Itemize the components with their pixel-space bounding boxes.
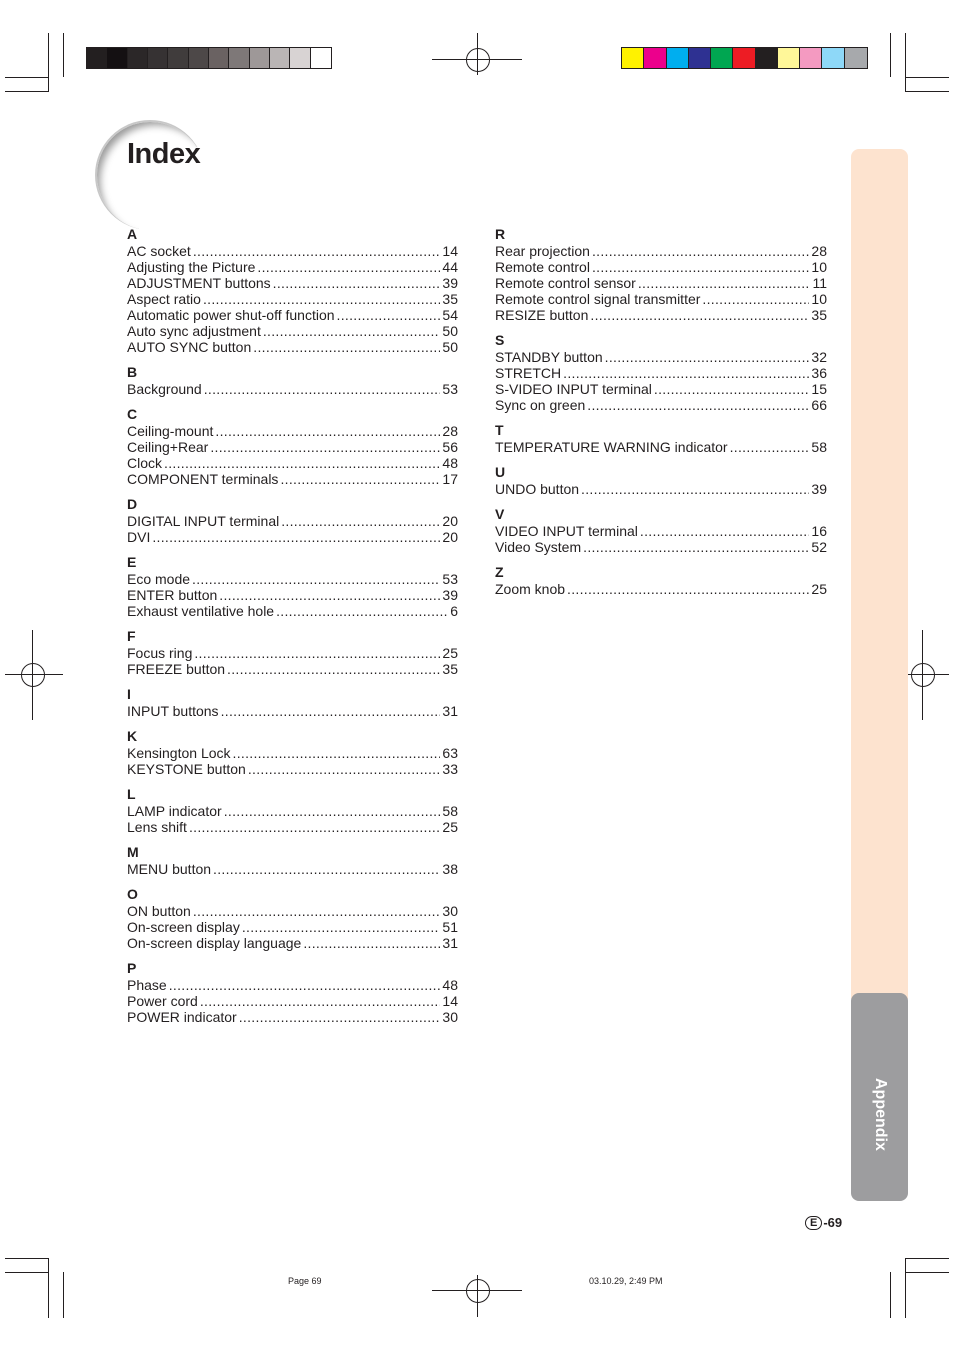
index-entry — [495, 523, 827, 539]
dot-leader — [640, 523, 810, 539]
dot-leader — [280, 471, 440, 487]
dot-leader — [257, 259, 440, 275]
color-swatch — [756, 48, 778, 68]
dot-leader — [219, 587, 440, 603]
color-calibration-strip — [621, 47, 868, 69]
entry-term: Eco mode — [127, 571, 191, 587]
index-entry — [127, 323, 458, 339]
index-entry — [127, 571, 458, 587]
entry-page: 15 — [811, 381, 827, 397]
entry-term: Zoom knob — [495, 581, 566, 597]
entry-term: VIDEO INPUT terminal — [495, 523, 638, 539]
index-entry — [495, 581, 827, 597]
entry-term: ON button — [127, 903, 191, 919]
index-entry — [127, 259, 458, 275]
dot-leader — [239, 1009, 441, 1025]
entry-page: 31 — [442, 703, 458, 719]
index-entry — [495, 275, 827, 291]
section-gap — [127, 545, 458, 554]
dot-leader — [281, 513, 440, 529]
entry-page: 33 — [442, 761, 458, 777]
footer-timestamp: 03.10.29, 2:49 PM — [589, 1276, 663, 1286]
index-entry — [495, 397, 827, 413]
dot-leader — [227, 661, 440, 677]
section-letter: A — [127, 226, 138, 242]
index-entry — [127, 645, 458, 661]
entry-page: 6 — [450, 603, 458, 619]
section-letter: C — [127, 406, 138, 422]
entry-page: 35 — [442, 291, 458, 307]
entry-page: 51 — [442, 919, 458, 935]
index-entry — [127, 439, 458, 455]
index-entry — [127, 1009, 458, 1025]
entry-page: 52 — [811, 539, 827, 555]
index-entry — [495, 365, 827, 381]
entry-term: Ceiling+Rear — [127, 439, 209, 455]
index-entry — [127, 423, 458, 439]
section-gap — [127, 619, 458, 628]
dot-leader — [224, 803, 441, 819]
index-entry — [127, 243, 458, 259]
entry-page: 11 — [812, 275, 827, 291]
section-letter: P — [127, 960, 137, 976]
section-gap — [495, 497, 827, 506]
index-column-right — [495, 226, 827, 597]
color-swatch — [711, 48, 733, 68]
dot-leader — [592, 259, 809, 275]
color-swatch — [622, 48, 644, 68]
index-entry — [127, 291, 458, 307]
entry-term: On-screen display — [127, 919, 240, 935]
entry-page: 25 — [442, 819, 458, 835]
entry-term: MENU button — [127, 861, 212, 877]
index-entry — [495, 307, 827, 323]
dot-leader — [210, 439, 440, 455]
entry-page: 50 — [442, 323, 458, 339]
page-title: Index — [127, 138, 201, 170]
entry-term: ENTER button — [127, 587, 218, 603]
index-entry — [127, 455, 458, 471]
section-gap — [127, 397, 458, 406]
section-letter: V — [495, 506, 505, 522]
entry-term: LAMP indicator — [127, 803, 222, 819]
section-letter: M — [127, 844, 139, 860]
dot-leader — [730, 439, 810, 455]
entry-term: Automatic power shut-off function — [127, 307, 335, 323]
entry-page: 35 — [442, 661, 458, 677]
appendix-tab-label: Appendix — [872, 1078, 889, 1151]
index-entry — [495, 243, 827, 259]
section-gap — [495, 455, 827, 464]
entry-term: Remote control sensor — [495, 275, 636, 291]
index-entry — [127, 603, 458, 619]
entry-term: Focus ring — [127, 645, 193, 661]
section-letter: U — [495, 464, 506, 480]
entry-term: Rear projection — [495, 243, 590, 259]
dot-leader — [204, 381, 441, 397]
index-entry — [127, 993, 458, 1009]
color-swatch — [128, 48, 148, 68]
color-swatch — [229, 48, 249, 68]
entry-term: STANDBY button — [495, 349, 603, 365]
index-entry — [127, 381, 458, 397]
dot-leader — [303, 935, 440, 951]
dot-leader — [169, 977, 441, 993]
entry-term: Aspect ratio — [127, 291, 201, 307]
entry-page: 58 — [811, 439, 827, 455]
dot-leader — [590, 307, 809, 323]
index-entry — [127, 977, 458, 993]
entry-page: 58 — [442, 803, 458, 819]
color-swatch — [209, 48, 229, 68]
index-entry — [127, 935, 458, 951]
index-entry — [127, 903, 458, 919]
color-swatch — [644, 48, 666, 68]
entry-page: 14 — [442, 993, 458, 1009]
section-gap — [495, 323, 827, 332]
dot-leader — [276, 603, 448, 619]
entry-page: 28 — [442, 423, 458, 439]
entry-page: 39 — [442, 275, 458, 291]
entry-page: 25 — [811, 581, 827, 597]
dot-leader — [567, 581, 809, 597]
dot-leader — [233, 745, 441, 761]
dot-leader — [164, 455, 440, 471]
entry-term: Phase — [127, 977, 167, 993]
entry-page: 31 — [442, 935, 458, 951]
entry-page: 32 — [811, 349, 827, 365]
dot-leader — [583, 539, 809, 555]
dot-leader — [221, 703, 441, 719]
entry-term: Lens shift — [127, 819, 187, 835]
section-letter: I — [127, 686, 131, 702]
color-swatch — [845, 48, 867, 68]
entry-term: On-screen display language — [127, 935, 302, 951]
entry-term: Power cord — [127, 993, 198, 1009]
dot-leader — [203, 291, 440, 307]
entry-term: Sync on green — [495, 397, 586, 413]
entry-term: STRETCH — [495, 365, 562, 381]
dot-leader — [638, 275, 811, 291]
index-entry — [127, 275, 458, 291]
entry-term: Remote control — [495, 259, 590, 275]
index-entry — [495, 381, 827, 397]
dot-leader — [215, 423, 440, 439]
entry-term: AUTO SYNC button — [127, 339, 252, 355]
color-swatch — [733, 48, 755, 68]
entry-page: 30 — [442, 1009, 458, 1025]
color-swatch — [689, 48, 711, 68]
entry-term: INPUT buttons — [127, 703, 219, 719]
color-swatch — [87, 48, 107, 68]
entry-page: 10 — [811, 259, 827, 275]
dot-leader — [592, 243, 809, 259]
entry-term: UNDO button — [495, 481, 580, 497]
index-entry — [127, 861, 458, 877]
dot-leader — [193, 903, 441, 919]
entry-term: FREEZE button — [127, 661, 226, 677]
dot-leader — [337, 307, 441, 323]
section-gap — [127, 877, 458, 886]
side-tab-background — [851, 149, 908, 999]
color-swatch — [290, 48, 310, 68]
entry-term: ADJUSTMENT buttons — [127, 275, 271, 291]
index-entry — [127, 513, 458, 529]
entry-term: Adjusting the Picture — [127, 259, 256, 275]
entry-page: 39 — [442, 587, 458, 603]
index-entry — [127, 529, 458, 545]
entry-term: S-VIDEO INPUT terminal — [495, 381, 652, 397]
entry-term: Background — [127, 381, 202, 397]
entry-page: 48 — [442, 455, 458, 471]
color-swatch — [148, 48, 168, 68]
index-entry — [127, 587, 458, 603]
index-entry — [495, 481, 827, 497]
color-swatch — [667, 48, 689, 68]
entry-page: 35 — [811, 307, 827, 323]
index-entry — [127, 819, 458, 835]
dot-leader — [263, 323, 441, 339]
index-entry — [127, 471, 458, 487]
dot-leader — [253, 339, 440, 355]
page-number — [805, 1215, 842, 1230]
section-letter: Z — [495, 564, 504, 580]
entry-page: 28 — [811, 243, 827, 259]
section-gap — [127, 835, 458, 844]
entry-term: DVI — [127, 529, 151, 545]
entry-page: 56 — [442, 439, 458, 455]
entry-page: 25 — [442, 645, 458, 661]
section-letter: O — [127, 886, 138, 902]
entry-term: COMPONENT terminals — [127, 471, 279, 487]
index-entry — [127, 745, 458, 761]
gray-calibration-strip — [86, 47, 332, 69]
entry-page: 17 — [442, 471, 458, 487]
entry-page: 20 — [442, 513, 458, 529]
index-entry — [495, 259, 827, 275]
entry-page: 63 — [442, 745, 458, 761]
entry-term: Auto sync adjustment — [127, 323, 261, 339]
index-column-left — [127, 226, 458, 1025]
index-entry — [127, 703, 458, 719]
index-entry — [495, 291, 827, 307]
color-swatch — [107, 48, 127, 68]
dot-leader — [193, 243, 441, 259]
entry-term: KEYSTONE button — [127, 761, 246, 777]
color-swatch — [800, 48, 822, 68]
index-entry — [495, 439, 827, 455]
color-swatch — [189, 48, 209, 68]
index-entry — [127, 307, 458, 323]
index-entry — [495, 539, 827, 555]
entry-term: RESIZE button — [495, 307, 589, 323]
entry-page: 53 — [442, 381, 458, 397]
dot-leader — [213, 861, 440, 877]
index-entry — [127, 761, 458, 777]
entry-term: Remote control signal transmitter — [495, 291, 701, 307]
section-letter: K — [127, 728, 138, 744]
dot-leader — [194, 645, 440, 661]
index-entry — [127, 803, 458, 819]
color-swatch — [822, 48, 844, 68]
section-letter: R — [495, 226, 506, 242]
entry-term: Kensington Lock — [127, 745, 231, 761]
section-gap — [127, 487, 458, 496]
section-letter: F — [127, 628, 136, 644]
entry-page: 14 — [442, 243, 458, 259]
index-entry — [127, 339, 458, 355]
section-gap — [495, 413, 827, 422]
entry-term: Video System — [495, 539, 582, 555]
color-swatch — [168, 48, 188, 68]
page-number-value: -69 — [823, 1215, 843, 1230]
entry-page: 38 — [442, 861, 458, 877]
dot-leader — [654, 381, 810, 397]
footer-page-label: Page 69 — [288, 1276, 322, 1286]
section-gap — [127, 777, 458, 786]
entry-page: 30 — [442, 903, 458, 919]
section-gap — [127, 951, 458, 960]
dot-leader — [273, 275, 441, 291]
color-swatch — [250, 48, 270, 68]
entry-term: TEMPERATURE WARNING indicator — [495, 439, 728, 455]
dot-leader — [242, 919, 441, 935]
section-letter: B — [127, 364, 138, 380]
entry-page: 20 — [442, 529, 458, 545]
section-gap — [127, 677, 458, 686]
section-letter: S — [495, 332, 505, 348]
dot-leader — [605, 349, 810, 365]
entry-page: 44 — [442, 259, 458, 275]
index-entry — [495, 349, 827, 365]
entry-page: 53 — [442, 571, 458, 587]
dot-leader — [152, 529, 440, 545]
section-gap — [127, 719, 458, 728]
dot-leader — [587, 397, 809, 413]
entry-page: 54 — [442, 307, 458, 323]
color-swatch — [311, 48, 331, 68]
section-letter: D — [127, 496, 138, 512]
dot-leader — [192, 571, 440, 587]
entry-term: AC socket — [127, 243, 191, 259]
index-entry — [127, 919, 458, 935]
color-swatch — [270, 48, 290, 68]
color-swatch — [778, 48, 800, 68]
entry-page: 10 — [811, 291, 827, 307]
entry-term: Exhaust ventilative hole — [127, 603, 275, 619]
title-arc-decoration — [95, 120, 205, 230]
entry-page: 48 — [442, 977, 458, 993]
dot-leader — [189, 819, 440, 835]
index-entry — [127, 661, 458, 677]
entry-page: 36 — [811, 365, 827, 381]
entry-page: 39 — [811, 481, 827, 497]
entry-page: 66 — [811, 397, 827, 413]
dot-leader — [702, 291, 809, 307]
section-letter: T — [495, 422, 504, 438]
entry-page: 50 — [442, 339, 458, 355]
entry-term: Clock — [127, 455, 163, 471]
section-gap — [495, 555, 827, 564]
entry-term: DIGITAL INPUT terminal — [127, 513, 280, 529]
page-prefix-badge: E — [805, 1216, 822, 1230]
dot-leader — [581, 481, 809, 497]
section-letter: L — [127, 786, 136, 802]
section-gap — [127, 355, 458, 364]
dot-leader — [200, 993, 441, 1009]
section-letter: E — [127, 554, 137, 570]
entry-page: 16 — [811, 523, 827, 539]
entry-term: POWER indicator — [127, 1009, 237, 1025]
entry-term: Ceiling-mount — [127, 423, 214, 439]
dot-leader — [563, 365, 809, 381]
dot-leader — [248, 761, 441, 777]
